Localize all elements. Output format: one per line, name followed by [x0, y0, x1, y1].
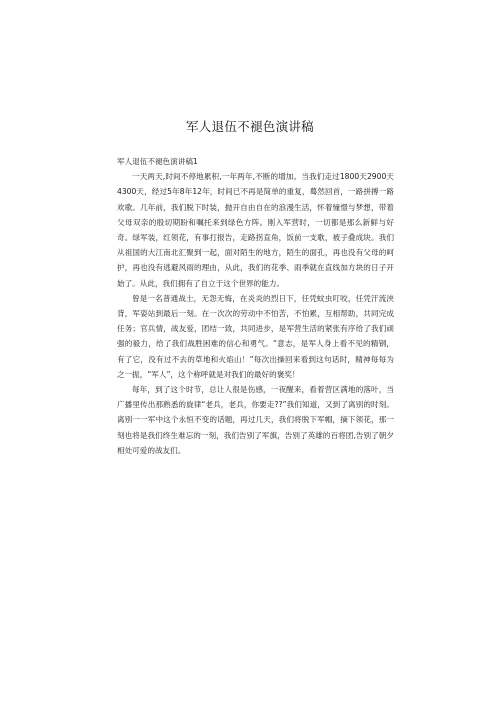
paragraph: 每年，到了这个时节，总让人很是伤感，一夜醒来，看着营区满地的落叶，当广播里传出那熟悉的旋律“老兵，老兵，你要走??”我们知道，又到了离别的时刻。离别一一军中这个永恒不变的话题，再过几天，我们将脱下军帽，摘下领花，那一刻也将是我们终生难忘的一刻，我们告别了军旗，告别了英雄的百将团,告别了朝夕相处可爱的战友们。 — [117, 385, 394, 455]
paragraph: 曾是一名普通战士，无怨无悔，在炎炎的烈日下，任凭蚊虫叮咬，任凭汗流浃背，军姿站到最后一刻。在一次次的劳动中不怕苦，不怕累，互相帮助，共同完成任务；官兵情，战友爱，团结一致，共同进步，是军营生活的紧张有序给了我们顽强的毅力，给了我们战胜困难的信心和勇气。“意志，是军人身上看不见的精钢，有了它，没有过不去的草地和火焰山！”每次出操回来看到这句话时，精神每每为之一振，“军人”，这个称呼就是对我们的最好的褒奖！ — [117, 293, 394, 379]
document-title: 军人退伍不褪色演讲稿 — [185, 119, 314, 134]
document-body — [117, 154, 394, 458]
paragraph: 一天两天,时间不停地累积,一年两年,不断的增加。当我们走过1800天2900天4300天，经过5年8年12年，时间已不再是简单的重复，蓦然回首，一路拼搏一路欢歌。几年前，我们脱下时装，抛开自由自在的浪漫生活，怀着憧憬与梦想，带着父母双亲的殷切期盼和嘱托来到绿色方阵。刚入军营时，一切都是那么新鲜与好奇。绿军装，红领花，有事打报告，走路拐直角，饭前一支歌，被子叠成块。我们从祖国的大江南北汇聚到一起，面对陌生的地方，陌生的面孔，再也没有父母的呵护，再也没有逃避风雨的理由，从此，我们的花季、雨季就在直线加方块的日子开始了。从此，我们拥有了自立于这个世界的能力。 — [117, 172, 394, 288]
document-subtitle: 军人退伍不褪色演讲稿1 — [117, 157, 198, 166]
